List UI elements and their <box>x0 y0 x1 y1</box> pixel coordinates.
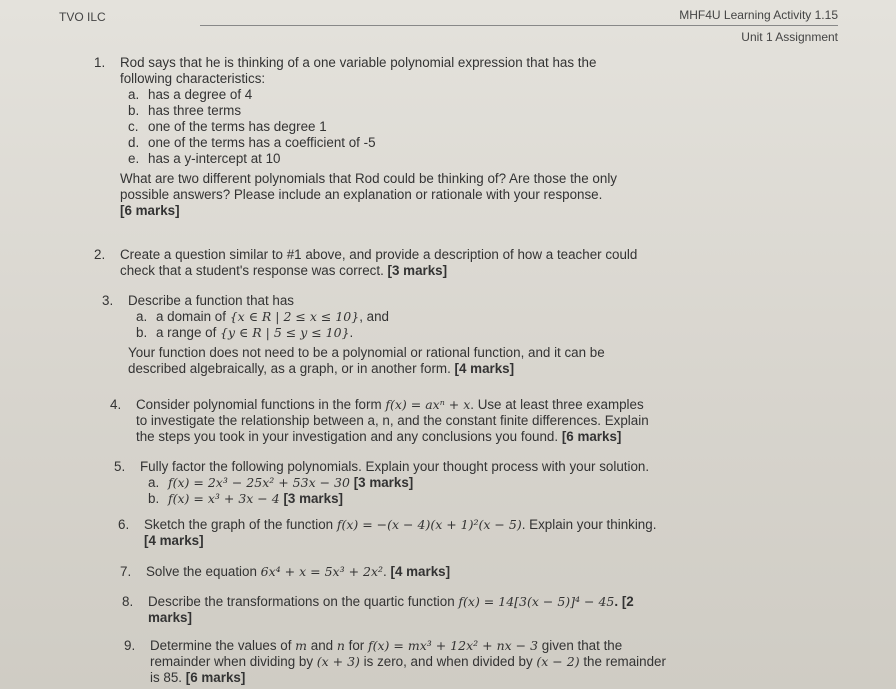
q1-ask-2: possible answers? Please include an explanation or rationale with your response. <box>120 187 603 202</box>
header-divider <box>200 25 838 26</box>
q3-line-1: Your function does not need to be a polynomial or rational function, and it can be <box>128 345 605 360</box>
q7-line: Solve the equation 6x⁴ + x = 5x³ + 2x². [4 marks] <box>146 564 451 579</box>
q2-line-1: Create a question similar to #1 above, and provide a description of how a teacher could <box>120 247 638 262</box>
q8-line-1: Describe the transformations on the quartic function f(x) = 14[3(x − 5)]⁴ − 45. [2 <box>148 594 634 609</box>
question-9 <box>124 638 666 686</box>
header-unit: Unit 1 Assignment <box>741 30 838 44</box>
q3-item-a: a. a domain of {x ∈ R | 2 ≤ x ≤ 10}, and <box>136 309 389 324</box>
q8-marks: marks] <box>148 610 192 625</box>
q1-item-d: d. one of the terms has a coefficient of -5 <box>128 135 376 150</box>
question-number: 5. <box>114 459 126 474</box>
question-number: 7. <box>120 564 132 579</box>
question-7 <box>120 564 451 580</box>
q3-item-b: b. a range of {y ∈ R | 5 ≤ y ≤ 10}. <box>136 325 354 340</box>
q5-item-b: b. f(x) = x³ + 3x − 4 [3 marks] <box>148 491 343 506</box>
q5-item-a: a. f(x) = 2x³ − 25x² + 53x − 30 [3 marks] <box>148 475 414 490</box>
question-number: 6. <box>118 517 130 532</box>
q9-line-1: Determine the values of m and n for f(x) = mx³ + 12x² + nx − 3 given that the <box>150 638 623 653</box>
question-number: 3. <box>102 293 114 308</box>
q9-line-2: remainder when dividing by (x + 3) is zero, and when divided by (x − 2) the remainder <box>150 654 666 669</box>
q2-marks: [3 marks] <box>387 263 448 278</box>
q1-marks: [6 marks] <box>120 203 180 218</box>
question-4 <box>110 397 649 445</box>
q5-intro: Fully factor the following polynomials. Explain your thought process with your solution. <box>140 459 650 474</box>
question-1 <box>94 55 617 219</box>
question-number: 4. <box>110 397 122 412</box>
q4-line-3: the steps you took in your investigation and any conclusions you found. [6 marks] <box>136 429 622 444</box>
header-course: MHF4U Learning Activity 1.15 <box>679 8 838 22</box>
q1-item-e: e. has a y-intercept at 10 <box>128 151 281 166</box>
q1-item-c: c. one of the terms has degree 1 <box>128 119 327 134</box>
q3-marks: [4 marks] <box>454 361 515 376</box>
question-6 <box>118 517 657 549</box>
question-number: 2. <box>94 247 106 262</box>
q4-line-1: Consider polynomial functions in the form f(x) = axⁿ + x. Use at least three examples <box>136 397 644 412</box>
q4-marks: [6 marks] <box>561 429 622 444</box>
q1-item-a: a. has a degree of 4 <box>128 87 253 102</box>
q9-marks: [6 marks] <box>185 670 246 685</box>
question-number: 1. <box>94 55 106 70</box>
q2-line-2: check that a student's response was correct. [3 marks] <box>120 263 448 278</box>
q1-ask-1: What are two different polynomials that Rod could be thinking of? Are those the only <box>120 171 617 186</box>
q3-intro: Describe a function that has <box>128 293 294 308</box>
q1-intro-1: Rod says that he is thinking of a one variable polynomial expression that has the <box>120 55 597 70</box>
q3-line-2: described algebraically, as a graph, or in another form. [4 marks] <box>128 361 515 376</box>
question-8 <box>122 594 634 626</box>
question-2 <box>94 247 638 279</box>
question-5 <box>114 459 650 507</box>
question-number: 9. <box>124 638 136 653</box>
question-number: 8. <box>122 594 134 609</box>
q6-line-1: Sketch the graph of the function f(x) = −(x − 4)(x + 1)²(x − 5). Explain your thinking. <box>144 517 657 532</box>
q1-intro-2: following characteristics: <box>120 71 266 86</box>
question-3 <box>102 293 605 377</box>
q7-marks: [4 marks] <box>390 564 451 579</box>
q4-line-2: to investigate the relationship between a, n, and the constant finite differences. Explain <box>136 413 649 428</box>
q9-line-3: is 85. [6 marks] <box>150 670 246 685</box>
q6-marks: [4 marks] <box>144 533 204 548</box>
header-org: TVO ILC <box>59 10 106 24</box>
q1-item-b: b. has three terms <box>128 103 242 118</box>
